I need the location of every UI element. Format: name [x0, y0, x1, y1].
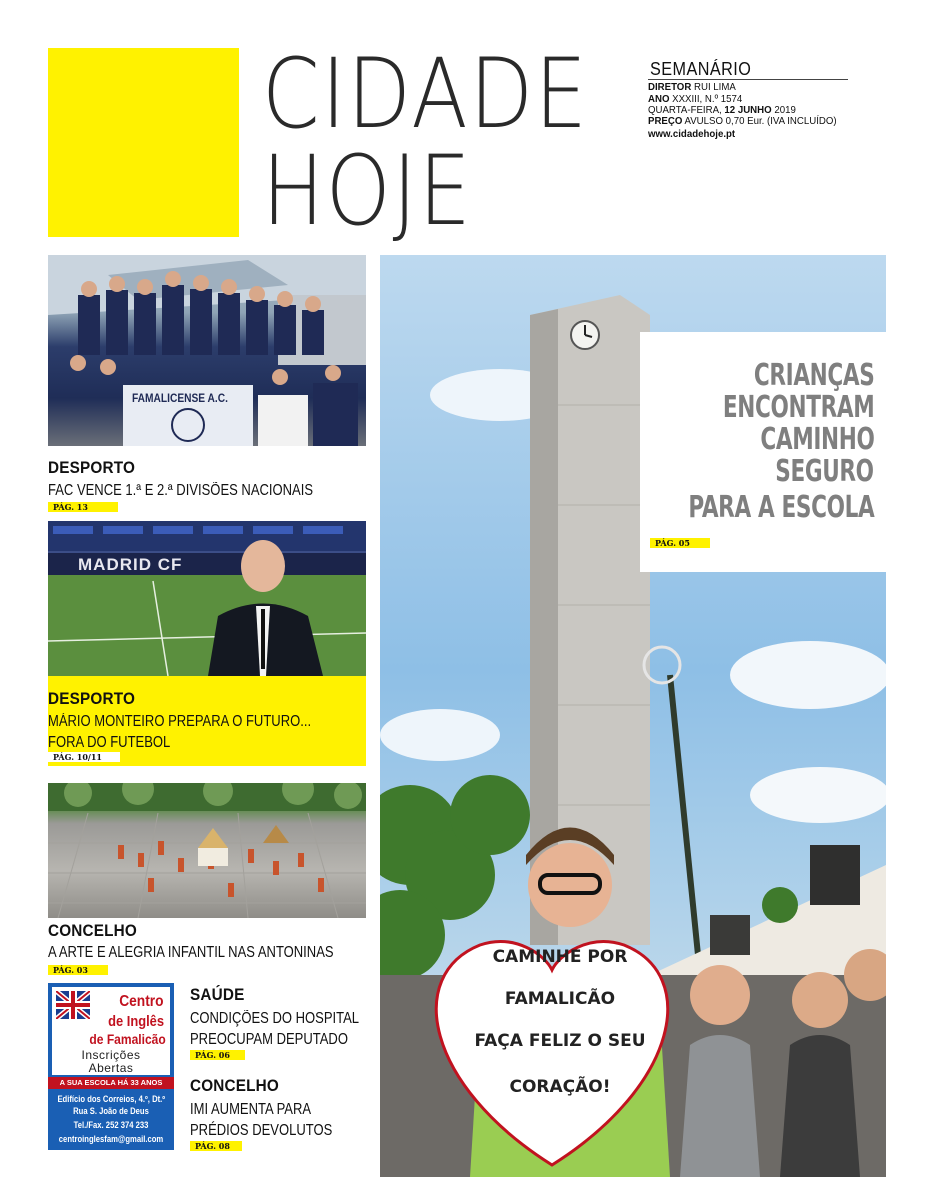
page-reference: PÁG. 05 — [650, 538, 710, 548]
page-reference: PÁG. 03 — [48, 965, 108, 975]
story-headline[interactable]: IMI AUMENTA PARA PRÉDIOS DEVOLUTOS — [190, 1101, 333, 1139]
advert-email[interactable]: centroinglesfam@gmail.com — [58, 1134, 164, 1144]
main-headline-line2: ENCONTRAM — [722, 390, 874, 425]
stadium-portrait-photo — [48, 521, 366, 676]
page-reference: PÁG. 08 — [190, 1141, 242, 1151]
advert-enrolment-line2: Abertas — [88, 1061, 134, 1075]
story-headline[interactable]: MÁRIO MONTEIRO PREPARA O FUTURO... FORA DO FUTEBOL — [48, 713, 312, 751]
page-reference: PÁG. 06 — [190, 1050, 245, 1060]
advert-phone: Tel./Fax. 252 374 233 — [73, 1120, 149, 1130]
language-school-advert[interactable] — [48, 983, 174, 1150]
date-line: QUARTA-FEIRA, 12 JUNHO 2019 — [648, 104, 796, 116]
sign-line1: CAMINHE POR — [492, 947, 628, 967]
story-headline[interactable]: CONDIÇÕES DO HOSPITAL PREOCUPAM DEPUTADO — [190, 1010, 360, 1048]
section-label: DESPORTO — [48, 458, 136, 477]
banner-caption: FAMALICENSE A.C. — [132, 391, 228, 405]
price-line: PREÇO AVULSO 0,70 Eur. (IVA INCLUÍDO) — [648, 115, 837, 127]
website-link[interactable]: www.cidadehoje.pt — [648, 128, 736, 140]
section-label: DESPORTO — [48, 689, 136, 708]
masthead-color-block — [48, 48, 239, 237]
page-reference: PÁG. 10/11 — [48, 752, 120, 762]
section-label: CONCELHO — [48, 921, 138, 940]
advert-title-line2: de Inglês — [108, 1013, 164, 1030]
main-headline-line5: PARA A ESCOLA — [687, 490, 874, 525]
masthead-kicker: SEMANÁRIO — [650, 59, 752, 79]
masthead-divider — [648, 79, 848, 80]
stadium-lettering: MADRID CF — [78, 555, 183, 574]
parade-photo — [48, 783, 366, 918]
advert-title-line1: Centro — [119, 993, 164, 1010]
issue-line: ANO XXXIII, N.º 1574 — [648, 93, 743, 105]
main-headline-box[interactable] — [640, 332, 886, 572]
advert-address: Edifício dos Correios, 4.º, Dt.º — [57, 1094, 166, 1104]
advert-enrolment-line1: Inscrições — [81, 1048, 141, 1062]
sign-line3: FAÇA FELIZ O SEU — [474, 1031, 646, 1051]
main-headline-line1: CRIANÇAS — [753, 358, 874, 393]
masthead-title-line1: CIDADE — [262, 38, 589, 150]
story-headline[interactable]: FAC VENCE 1.ª E 2.ª DIVISÕES NACIONAIS — [48, 482, 314, 499]
advert-banner: A SUA ESCOLA HÁ 33 ANOS — [48, 1077, 174, 1089]
main-headline-line3: CAMINHO — [759, 422, 874, 457]
main-headline-line4: SEGURO — [775, 454, 874, 489]
sign-line4: CORAÇÃO! — [509, 1077, 611, 1097]
section-label: CONCELHO — [190, 1076, 280, 1095]
director-line: DIRETOR RUI LIMA — [648, 81, 736, 93]
story-headline[interactable]: A ARTE E ALEGRIA INFANTIL NAS ANTONINAS — [48, 944, 334, 961]
masthead-title-line2: HOJE — [262, 135, 473, 247]
advert-street: Rua S. João de Deus — [73, 1106, 149, 1116]
swim-team-photo — [48, 255, 366, 446]
section-label: SAÚDE — [190, 985, 245, 1004]
advert-panel — [52, 987, 170, 1075]
union-flag-icon — [56, 991, 90, 1019]
page-reference: PÁG. 13 — [48, 502, 118, 512]
advert-title-line3: de Famalicão — [89, 1031, 166, 1047]
sign-line2: FAMALICÃO — [504, 989, 616, 1009]
